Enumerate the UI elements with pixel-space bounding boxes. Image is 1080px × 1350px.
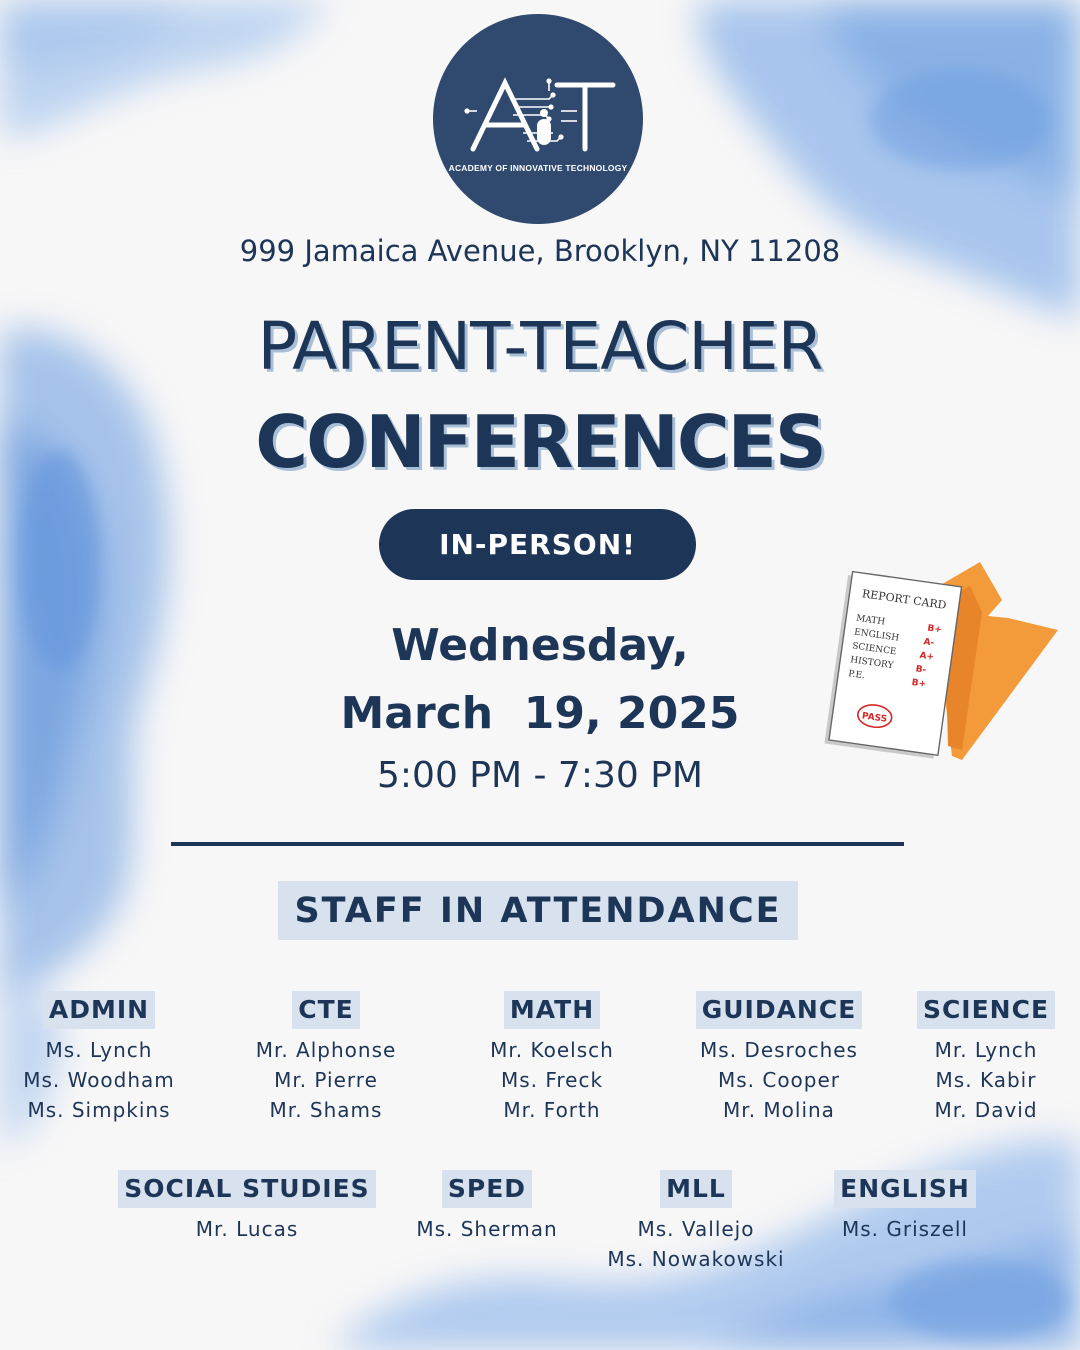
staff-member: Ms. Kabir [935,1068,1037,1092]
circuit-logo-icon [453,77,623,157]
report-grade: A+ [918,650,935,663]
staff-member: Mr. Molina [723,1098,835,1122]
staff-member: Ms. Griszell [841,1217,968,1241]
title-line-2: CONFERENCES [255,400,825,484]
department-cte [226,991,426,1125]
report-subject: P.E. [847,669,866,682]
event-time: 5:00 PM - 7:30 PM [377,755,703,796]
department-science [892,991,1080,1125]
report-subject: MATH [855,613,886,628]
event-date: March 19, 2025 [340,688,740,739]
report-card-title: REPORT CARD [861,587,948,612]
staff-member: Ms. Vallejo [637,1217,755,1241]
title-line-1: PARENT-TEACHER [257,308,823,385]
report-card-icon [812,560,1062,770]
department-label: GUIDANCE [696,991,863,1029]
staff-member: Mr. David [934,1098,1038,1122]
school-logo [433,14,643,224]
department-math [452,991,652,1125]
staff-member: Ms. Lynch [45,1038,153,1062]
department-english [815,1170,995,1244]
report-subject: ENGLISH [853,627,900,644]
department-label: ENGLISH [834,1170,976,1208]
staff-heading [278,881,798,940]
report-card-stamp: PASS [861,711,888,725]
staff-member: Ms. Desroches [700,1038,858,1062]
in-person-badge [379,509,696,580]
department-admin [0,991,198,1125]
section-divider [171,842,904,846]
staff-member: Mr. Alphonse [255,1038,397,1062]
staff-member: Ms. Woodham [23,1068,175,1092]
staff-member: Mr. Lucas [195,1217,299,1241]
staff-member: Ms. Freck [500,1068,604,1092]
department-label: CTE [292,991,359,1029]
department-label: SCIENCE [917,991,1055,1029]
in-person-badge-label: IN-PERSON! [439,528,636,561]
department-social-studies [112,1170,382,1244]
school-address: 999 Jamaica Avenue, Brooklyn, NY 11208 [239,234,841,268]
report-grade: B+ [911,677,927,690]
staff-heading-label: STAFF IN ATTENDANCE [294,890,782,931]
staff-member: Ms. Nowakowski [607,1247,785,1271]
report-grade: B- [914,664,927,676]
report-subject: SCIENCE [851,641,897,658]
staff-member: Mr. Lynch [934,1038,1038,1062]
staff-member: Ms. Sherman [416,1217,558,1241]
staff-member: Ms. Simpkins [27,1098,171,1122]
staff-member: Mr. Koelsch [490,1038,614,1062]
staff-member: Ms. Cooper [717,1068,841,1092]
report-grade: A- [922,637,935,649]
department-label: MLL [660,1170,732,1208]
department-label: ADMIN [43,991,155,1029]
department-label: SPED [442,1170,532,1208]
report-subject: HISTORY [849,655,894,672]
event-day: Wednesday, [391,620,689,671]
report-grade: B+ [926,623,943,636]
staff-member: Mr. Forth [503,1098,601,1122]
staff-member: Mr. Shams [269,1098,383,1122]
department-sped [397,1170,577,1244]
logo-school-name: ACADEMY OF INNOVATIVE TECHNOLOGY [448,163,628,173]
department-label: SOCIAL STUDIES [118,1170,375,1208]
staff-member: Mr. Pierre [274,1068,378,1092]
department-mll [591,1170,801,1274]
department-label: MATH [504,991,600,1029]
department-guidance [674,991,884,1125]
